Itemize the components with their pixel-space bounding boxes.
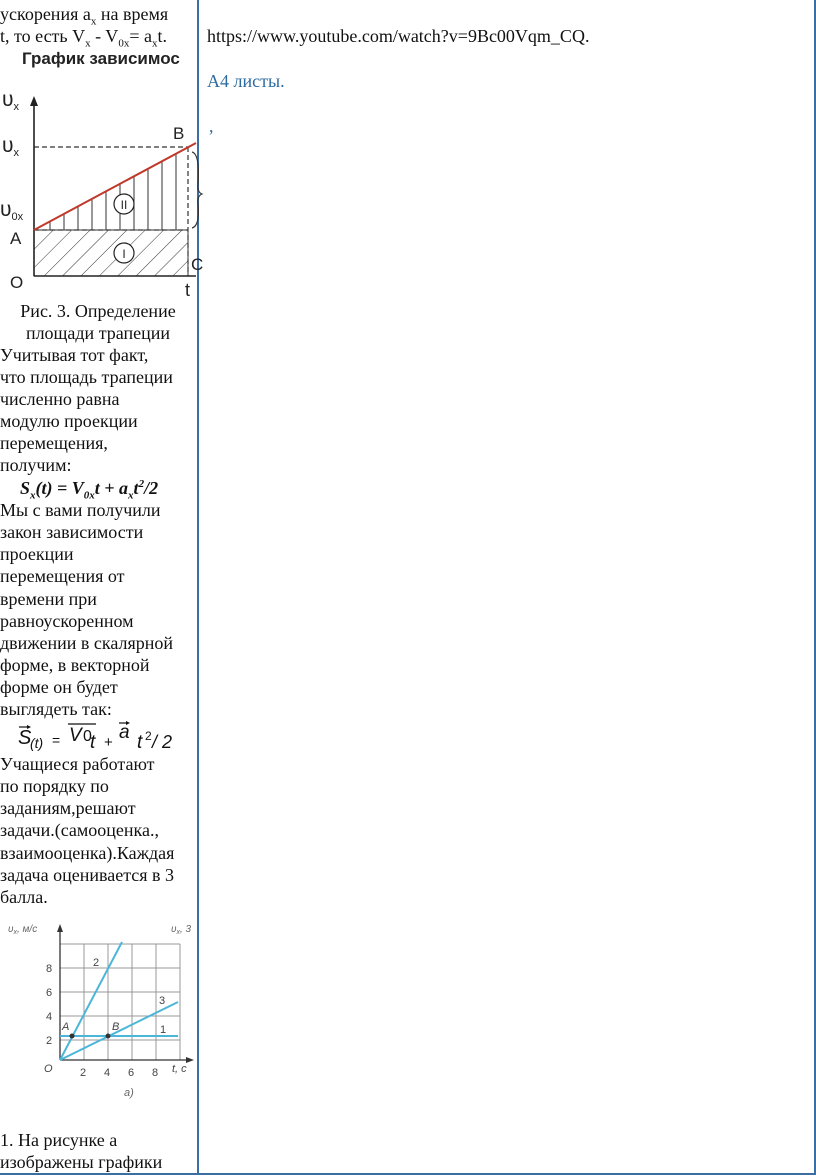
svg-text:+: + (104, 734, 113, 751)
y-tick: 4 (46, 1011, 53, 1023)
svg-text:2: 2 (145, 729, 152, 743)
paragraph-line: Мы с вами получили (0, 500, 161, 520)
paragraph-line: Учащиеся работают (0, 754, 155, 774)
x-tick: 2 (80, 1067, 87, 1079)
svg-text:t: t (90, 732, 96, 753)
y-tick: 8 (46, 963, 53, 975)
paragraph-line: проекции (0, 544, 74, 564)
paragraph-line: балла. (0, 887, 48, 907)
region-one-fill (34, 230, 188, 276)
origin-label: O (44, 1063, 53, 1075)
region-two-fill (50, 134, 176, 230)
point-b-label: B (112, 1021, 120, 1033)
y-axis-label: $\upsilon_x$, м/с (8, 924, 38, 936)
svg-text:V: V (69, 725, 82, 746)
task-text-line: изображены графики (0, 1152, 163, 1172)
paragraph-line: численно равна (0, 389, 120, 409)
paragraph-line: модулю проекции (0, 411, 138, 431)
task-text-line: 1. На рисунке а (0, 1130, 118, 1150)
region-one-label: I (122, 247, 126, 261)
x-tick: 8 (152, 1067, 159, 1079)
velocity-graphs-figure (0, 914, 196, 1104)
paragraph-line: форме, в векторной (0, 655, 150, 675)
v-initial-label: υ0x (0, 198, 24, 223)
graph-line-2 (60, 942, 122, 1060)
paragraph-line: Учитывая тот факт, (0, 345, 149, 365)
figure-caption: а) (124, 1087, 134, 1099)
displacement-formula: $S_x(t) = V_{0x}t + a_xt^2/2$ (20, 478, 159, 502)
point-c-label: C (191, 255, 204, 274)
svg-text:/ 2: / 2 (152, 732, 173, 752)
v-final-label: υx (2, 134, 19, 159)
figure-caption-line-2: площади трапеции (25, 323, 171, 343)
axis-v-label: υx (2, 88, 19, 113)
velocity-time-graph (0, 44, 204, 300)
vector-formula (0, 720, 196, 754)
paragraph-line: времени при (0, 589, 97, 609)
axis-t-label: t (185, 280, 191, 300)
svg-text:(t): (t) (30, 735, 44, 751)
line-label-3: 3 (159, 995, 166, 1007)
point-a-label: A (10, 229, 22, 248)
velocity-line (34, 143, 196, 230)
svg-text:0: 0 (83, 728, 92, 745)
comma-text: , (209, 116, 214, 136)
point-b-label: B (173, 124, 185, 143)
youtube-link[interactable]: https://www.youtube.com/watch?v=9Bc00Vqm_CQ. (207, 26, 590, 46)
x-tick: 6 (128, 1067, 135, 1079)
paragraph-line: движении в скалярной (0, 633, 174, 653)
paragraph-line: перемещения от (0, 566, 125, 586)
paragraph-line: перемещения, (0, 433, 108, 453)
paragraph-line: по порядку по (0, 776, 109, 796)
region-two-label: II (120, 198, 128, 212)
paragraph-line: получим: (0, 455, 72, 475)
intro-line-2: t, то есть $V_x - V_{0x}= a_xt$. (0, 26, 167, 50)
svg-text:S: S (18, 727, 32, 749)
y-tick: 2 (46, 1035, 53, 1047)
svg-text:t: t (137, 732, 143, 753)
paragraph-line: равноускоренном (0, 611, 134, 631)
figure-caption-line-1: Рис. 3. Определение (20, 301, 176, 321)
y-tick: 6 (46, 987, 53, 999)
intro-line-1: ускорения $a_x$ на время (0, 4, 169, 28)
paragraph-line: форме он будет (0, 677, 118, 697)
x-tick: 4 (104, 1067, 111, 1079)
paragraph-line: задачи.(самооценка., (0, 820, 160, 840)
line-label-2: 2 (93, 957, 100, 969)
paragraph-line: взаимооценка).Каждая (0, 843, 175, 863)
point-a-label: A (62, 1021, 70, 1033)
paragraph-line: задача оценивается в 3 (0, 865, 175, 885)
x-axis-label: t, c (172, 1063, 187, 1075)
a4-sheets-text: А4 листы. (207, 71, 285, 91)
svg-text:=: = (52, 732, 61, 748)
paragraph-line: закон зависимости (0, 522, 144, 542)
origin-label: O (10, 273, 24, 292)
paragraph-line: что площадь трапеции (0, 367, 173, 387)
left-column (0, 0, 204, 1176)
line-label-1: 1 (160, 1024, 167, 1036)
graph-title: График зависимос (22, 49, 180, 68)
svg-text:a: a (119, 722, 130, 743)
paragraph-line: заданиям,решают (0, 798, 136, 818)
corner-label: $\upsilon_x$, 3 (171, 924, 192, 936)
paragraph-line: выглядеть так: (0, 699, 112, 719)
